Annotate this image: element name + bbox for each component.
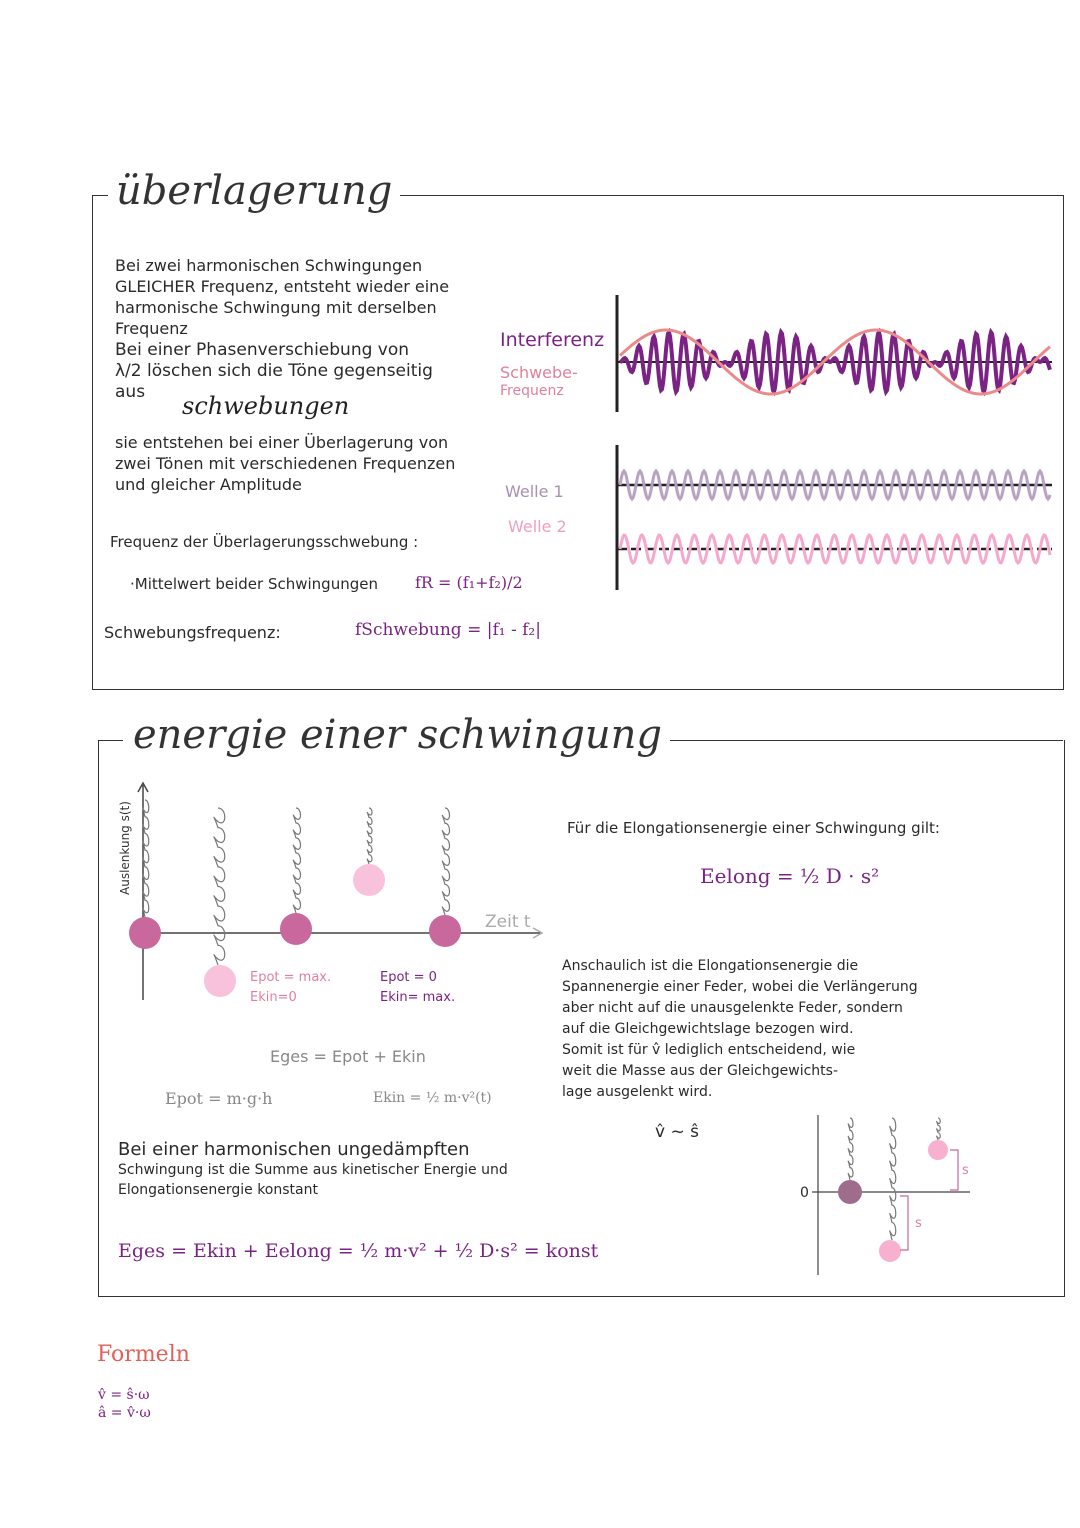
line: Ekin=0 bbox=[250, 990, 297, 1005]
small-mass-2 bbox=[879, 1240, 901, 1262]
s-label-2: s bbox=[915, 1216, 922, 1231]
axis-x-label: Zeit t bbox=[485, 912, 531, 932]
proportional-label: v̂ ~ ŝ bbox=[655, 1122, 699, 1142]
label-epot-0 bbox=[380, 968, 455, 1008]
mass-3 bbox=[280, 913, 312, 945]
line: harmonische Schwingung mit derselben bbox=[115, 298, 437, 317]
label-epot-max bbox=[250, 968, 331, 1008]
line: Frequenz bbox=[500, 383, 564, 399]
spring-3 bbox=[293, 808, 300, 913]
small-mass-3 bbox=[928, 1140, 948, 1160]
formeln-list bbox=[98, 1386, 151, 1422]
freq-label: Frequenz der Überlagerungsschwebung : bbox=[110, 533, 419, 551]
fschwebung-formula: fSchwebung = |f₁ - f₂| bbox=[355, 620, 541, 640]
small-mass-1 bbox=[838, 1180, 862, 1204]
section2-title: energie einer schwingung bbox=[125, 712, 670, 758]
mass-5 bbox=[429, 915, 461, 947]
text-harmonisch-ungedaempft bbox=[118, 1140, 558, 1200]
line: sie entstehen bei einer Überlagerung von bbox=[115, 433, 449, 452]
spring-4 bbox=[367, 808, 372, 864]
line: weit die Masse aus der Gleichgewichts- bbox=[562, 1063, 839, 1079]
bracket-2 bbox=[900, 1196, 908, 1250]
line: Elongationsenergie konstant bbox=[118, 1182, 318, 1198]
line: lage ausgelenkt wird. bbox=[562, 1084, 713, 1100]
line: auf die Gleichgewichtslage bezogen wird. bbox=[562, 1021, 854, 1037]
small-spring-3 bbox=[937, 1118, 941, 1140]
spring-5 bbox=[442, 808, 449, 915]
line: Epot = max. bbox=[250, 970, 332, 985]
line: Anschaulich ist die Elongationsenergie die bbox=[562, 958, 859, 974]
line: und gleicher Amplitude bbox=[115, 475, 302, 494]
line: Bei einer harmonischen ungedämpften bbox=[118, 1139, 470, 1160]
line: Ekin= max. bbox=[380, 990, 456, 1005]
label-welle2: Welle 2 bbox=[508, 517, 567, 536]
formula-a: â = v̂·ω bbox=[98, 1405, 151, 1421]
ekin-formula: Ekin = ½ m·v²(t) bbox=[373, 1090, 492, 1106]
line: Frequenz bbox=[115, 319, 188, 338]
label-welle1: Welle 1 bbox=[505, 482, 564, 501]
elong-formula: Eelong = ½ D · s² bbox=[700, 864, 880, 888]
big-energy-formula: Eges = Ekin + Eelong = ½ m·v² + ½ D·s² = konst bbox=[118, 1240, 599, 1262]
text-anschaulich bbox=[562, 956, 962, 1103]
zero-label: 0 bbox=[800, 1185, 809, 1201]
line: Spannenergie einer Feder, wobei die Verlängerung bbox=[562, 979, 918, 995]
mass-1 bbox=[129, 917, 161, 949]
formula-v: v̂ = ŝ·ω bbox=[98, 1387, 150, 1403]
eges-sum: Eges = Epot + Ekin bbox=[270, 1047, 426, 1066]
schwebungsfrequenz-label: Schwebungsfrequenz: bbox=[104, 623, 281, 642]
small-spring-2 bbox=[890, 1118, 896, 1240]
formeln-title: Formeln bbox=[97, 1342, 190, 1367]
fr-formula: fR = (f₁+f₂)/2 bbox=[415, 573, 523, 592]
line: Bei zwei harmonischen Schwingungen bbox=[115, 256, 423, 275]
line: Schwebe- bbox=[500, 363, 578, 382]
small-spring-1 bbox=[848, 1118, 853, 1180]
line: zwei Tönen mit verschiedenen Frequenzen bbox=[115, 454, 456, 473]
line: Epot = 0 bbox=[380, 970, 437, 985]
line: Somit ist für v̂ lediglich entscheidend, wie bbox=[562, 1042, 856, 1058]
label-interferenz: Interferenz bbox=[500, 329, 605, 351]
mittelwert-label: ·Mittelwert beider Schwingungen bbox=[130, 575, 378, 593]
mass-4 bbox=[353, 864, 385, 896]
spring-2 bbox=[214, 808, 225, 965]
line: GLEICHER Frequenz, entsteht wieder eine bbox=[115, 277, 450, 296]
subtitle-schwebungen: schwebungen bbox=[182, 392, 350, 420]
line: aus bbox=[115, 382, 146, 402]
line: λ/2 löschen sich die Töne gegenseitig bbox=[115, 361, 433, 381]
section1-title: überlagerung bbox=[108, 168, 400, 214]
axis-y-label: Auslenkung s(t) bbox=[118, 801, 132, 895]
bracket-1 bbox=[950, 1150, 958, 1190]
line: Bei einer Phasenverschiebung von bbox=[115, 340, 410, 360]
s-label-1: s bbox=[962, 1163, 969, 1178]
line: Schwingung ist die Summe aus kinetischer Energie und bbox=[118, 1162, 508, 1178]
text-elongation-intro: Für die Elongationsenergie einer Schwingung gilt: bbox=[567, 819, 940, 837]
epot-formula: Epot = m·g·h bbox=[165, 1089, 273, 1108]
mass-2 bbox=[204, 965, 236, 997]
line: aber nicht auf die unausgelenkte Feder, sondern bbox=[562, 1000, 903, 1016]
